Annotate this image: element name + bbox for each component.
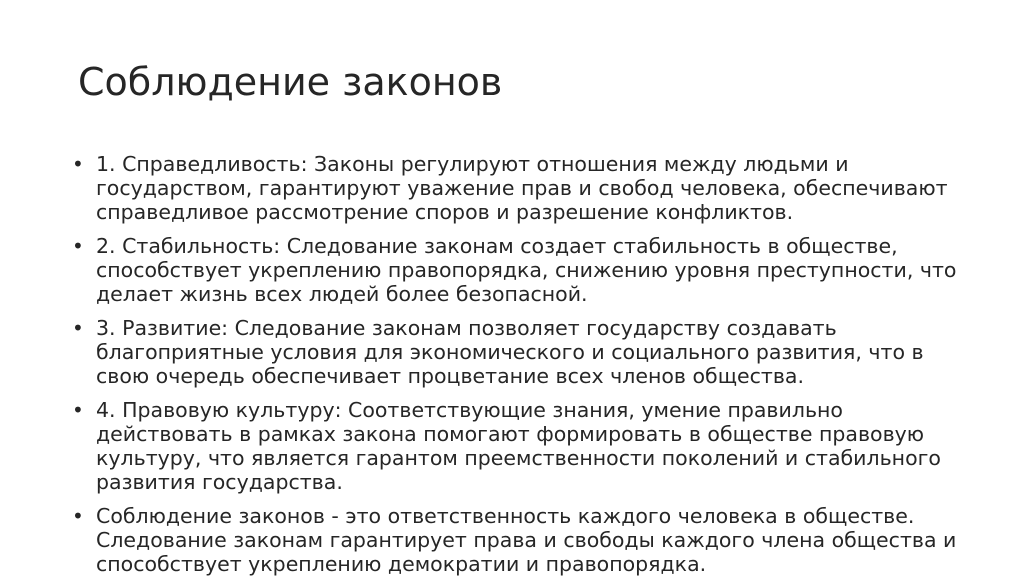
bullet-icon: • bbox=[72, 152, 84, 176]
bullet-item-stability bbox=[70, 234, 970, 306]
bullet-list bbox=[70, 152, 970, 586]
bullet-text: 3. Развитие: Следование законам позволяет государству создавать благоприятные условия для экономического и социального развития, что в свою очередь обеспечивает процветание всех членов общества. bbox=[96, 316, 924, 388]
bullet-icon: • bbox=[72, 398, 84, 422]
bullet-text: Соблюдение законов - это ответственность каждого человека в обществе. Следование законам гарантирует права и свободы каждого члена общества и способствует укреплению демократии и правопорядка. bbox=[96, 504, 957, 576]
bullet-item-justice bbox=[70, 152, 970, 224]
bullet-item-legal-culture bbox=[70, 398, 970, 494]
bullet-text: 4. Правовую культуру: Соответствующие знания, умение правильно действовать в рамках закона помогают формировать в обществе правовую культуру, что является гарантом преемственности поколений и стабильного развития государства. bbox=[96, 398, 941, 494]
bullet-icon: • bbox=[72, 504, 84, 528]
bullet-item-development bbox=[70, 316, 970, 388]
bullet-text: 2. Стабильность: Следование законам создает стабильность в обществе, способствует укреплению правопорядка, снижению уровня преступности, что делает жизнь всех людей более безопасной. bbox=[96, 234, 957, 306]
bullet-icon: • bbox=[72, 316, 84, 340]
slide-title: Соблюдение законов bbox=[78, 60, 503, 104]
bullet-icon: • bbox=[72, 234, 84, 258]
bullet-text: 1. Справедливость: Законы регулируют отношения между людьми и государством, гарантируют уважение прав и свобод человека, обеспечивают справедливое рассмотрение споров и разрешение конфликтов. bbox=[96, 152, 948, 224]
bullet-item-summary bbox=[70, 504, 970, 576]
